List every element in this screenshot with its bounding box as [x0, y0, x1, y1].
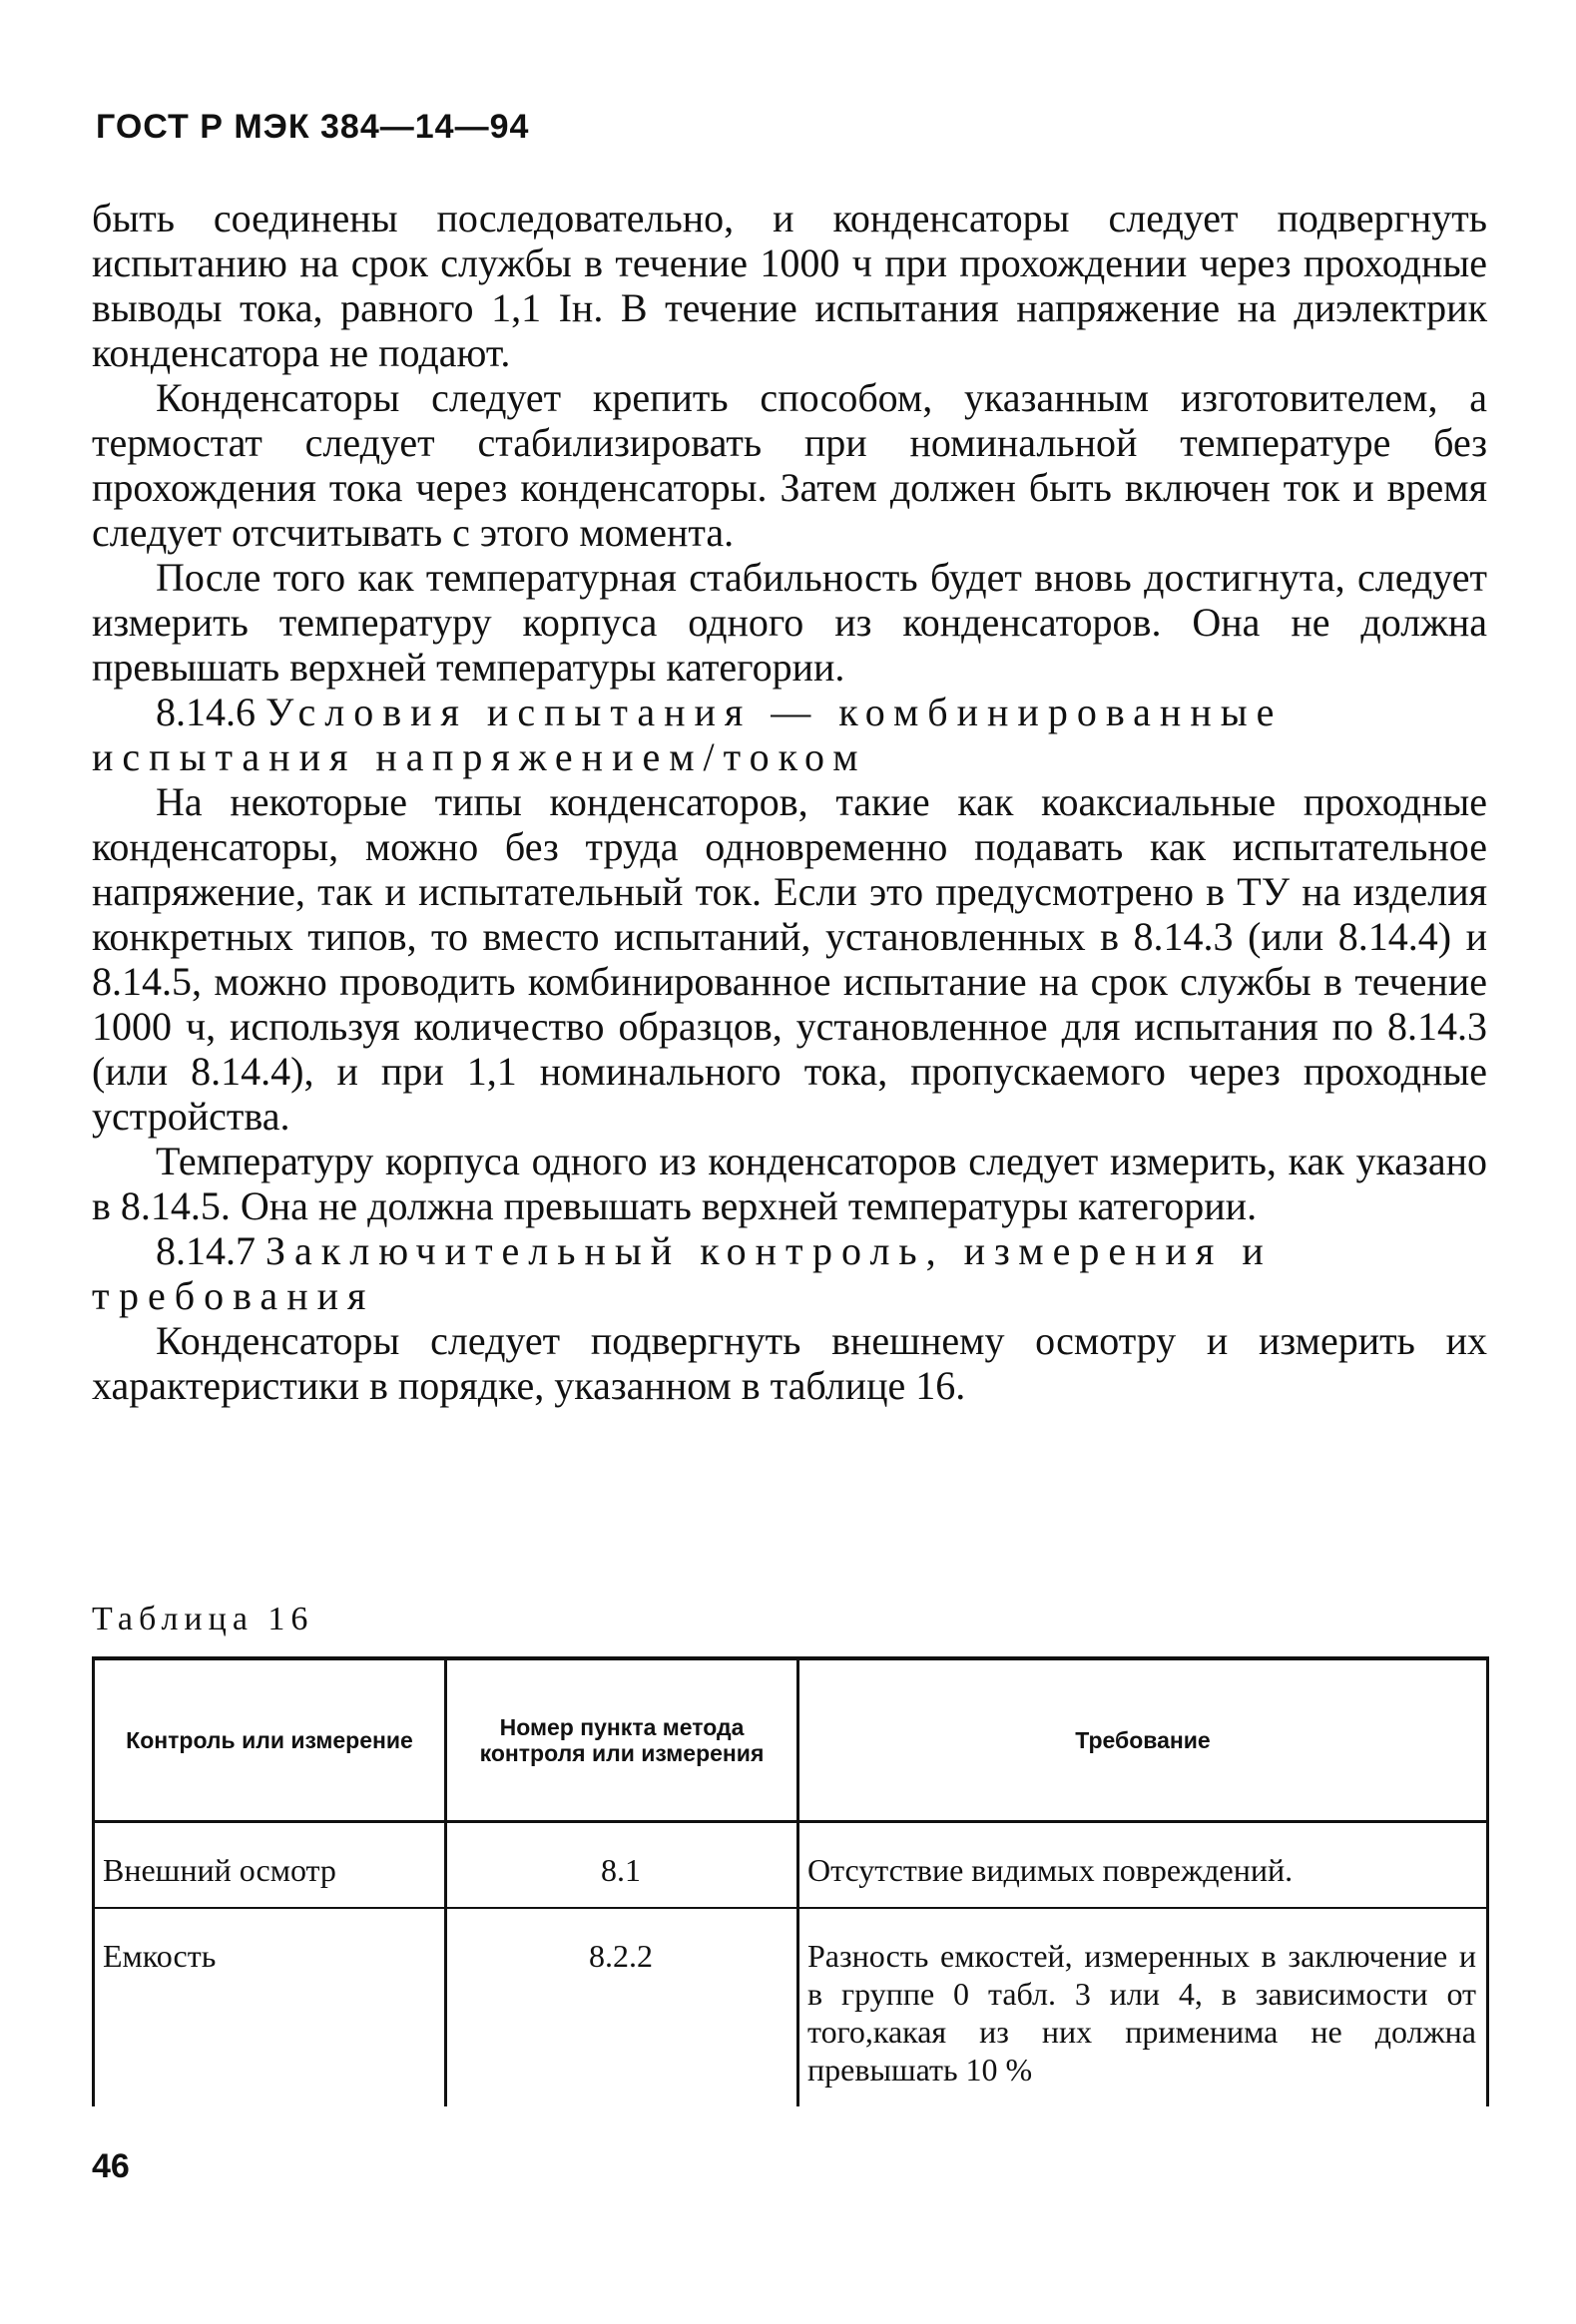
requirements-table — [92, 1656, 1489, 2106]
section-heading-8-14-7 — [92, 1228, 1487, 1318]
cell-check: Внешний осмотр — [94, 1822, 446, 1909]
section-title: Заключительный контроль, измерения и требования — [92, 1228, 1273, 1318]
cell-clause: 8.2.2 — [446, 1908, 798, 2106]
standard-header: ГОСТ Р МЭК 384—14—94 — [96, 108, 530, 146]
section-number: 8.14.7 — [156, 1228, 256, 1273]
paragraph: быть соединены последовательно, и конденсаторы следует подвергнуть испытанию на срок службы в течение 1000 ч при прохождении через проходные выводы тока, равного 1,1 Iн. В течение испытания напряжение на диэлектрик конденсатора не подают. — [92, 196, 1487, 375]
table-16 — [92, 1656, 1489, 2106]
cell-requirement: Разность емкостей, измеренных в заключение и в группе 0 табл. 3 или 4, в зависимости от того,какая из них применима не должна превышать 10 % — [798, 1908, 1488, 2106]
header-clause: Номер пункта метода контроля или измерения — [446, 1658, 798, 1822]
paragraph: Конденсаторы следует подвергнуть внешнему осмотру и измерить их характеристики в порядке, указанном в таблице 16. — [92, 1318, 1487, 1408]
paragraph: Конденсаторы следует крепить способом, указанным изготовителем, а термостат следует стабилизировать при номинальной температуре без прохождения тока через конденсаторы. Затем должен быть включен ток и время следует отсчитывать с этого момента. — [92, 375, 1487, 555]
header-check: Контроль или измерение — [94, 1658, 446, 1822]
table-row — [94, 1908, 1488, 2106]
section-title: Условия испытания — комбинированные испытания напряжением/током — [92, 690, 1284, 779]
body-text — [92, 196, 1487, 1408]
section-number: 8.14.6 — [156, 690, 256, 734]
section-heading-8-14-6 — [92, 690, 1487, 779]
cell-requirement: Отсутствие видимых повреждений. — [798, 1822, 1488, 1909]
table-row — [94, 1822, 1488, 1909]
header-requirement: Требование — [798, 1658, 1488, 1822]
cell-clause: 8.1 — [446, 1822, 798, 1909]
table-caption: Таблица 16 — [92, 1601, 314, 1637]
table-header-row — [94, 1658, 1488, 1822]
cell-check: Емкость — [94, 1908, 446, 2106]
paragraph: На некоторые типы конденсаторов, такие как коаксиальные проходные конденсаторы, можно без труда одновременно подавать как испытательное напряжение, так и испытательный ток. Если это предусмотрено в ТУ на изделия конкретных типов, то вместо испытаний, установленных в 8.14.3 (или 8.14.4) и 8.14.5, можно проводить комбинированное испытание на срок службы в течение 1000 ч, используя количество образцов, установленное для испытания по 8.14.3 (или 8.14.4), и при 1,1 номинального тока, пропускаемого через проходные устройства. — [92, 779, 1487, 1139]
paragraph: Температуру корпуса одного из конденсаторов следует измерить, как указано в 8.14.5. Она не должна превышать верхней температуры категории. — [92, 1139, 1487, 1228]
paragraph: После того как температурная стабильность будет вновь достигнута, следует измерить температуру корпуса одного из конденсаторов. Она не должна превышать верхней температуры категории. — [92, 555, 1487, 690]
page-number: 46 — [92, 2147, 130, 2185]
